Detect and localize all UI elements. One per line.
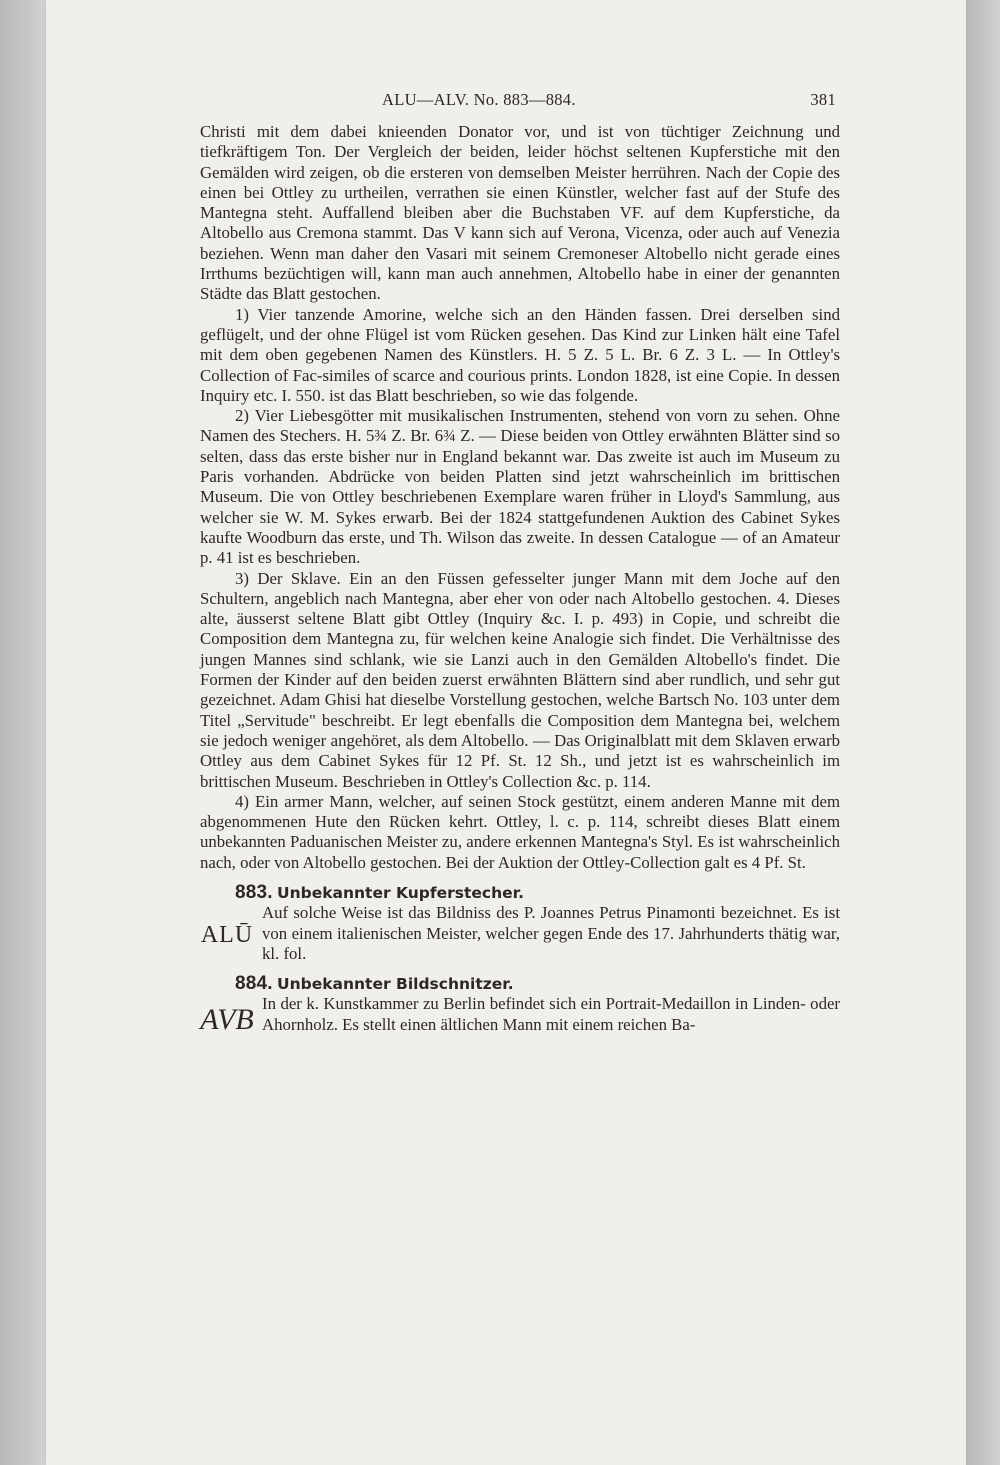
running-head: ALU—ALV. No. 883—884. xyxy=(382,90,576,109)
page-header xyxy=(200,88,840,122)
monogram-avb: AVB xyxy=(200,1003,254,1037)
entry-text: Auf solche Weise ist das Bildniss des P. Joannes Petrus Pinamonti bezeichnet. Es ist von einem italienischen Meister, welcher gegen Ende des 17. Jahrhunderts thätig war, kl. fol. xyxy=(262,903,840,963)
right-page-edge xyxy=(966,0,1000,1465)
entry-heading: Unbekannter Kupferstecher. xyxy=(276,883,524,902)
paragraph-item-4: 4) Ein armer Mann, welcher, auf seinen Stock gestützt, einem anderen Manne mit dem abgenommenen Hute den Rücken kehrt. Ottley, l. c. p. 114, schreibt dieses Blatt einem unbekannten Paduanischen Meister zu, andere erkennen Mantegna's Styl. Es ist wahrscheinlich nach, oder von Altobello gestochen. Bei der Auktion der Ottley-Collection galt es 4 Pf. St. xyxy=(200,791,840,872)
entry-heading: Unbekannter Bildschnitzer. xyxy=(276,975,514,994)
entry-number: 884. xyxy=(235,973,273,995)
entry-883 xyxy=(200,883,840,964)
paragraph-item-3: 3) Der Sklave. Ein an den Füssen gefesselter junger Mann mit dem Joche auf den Schultern, angeblich nach Mantegna, aber eher von oder nach Altobello gestochen. 4. Dieses alte, äusserst seltene Blatt gibt Ottley (Inquiry &c. I. p. 493) in Copie, und schreibt die Composition dem Mantegna zu, für welchen keine Analogie sich findet. Die Verhältnisse des jungen Mannes sind schlank, wie sie Lanzi auch in den Gemälden Altobello's findet. Die Formen der Kinder auf den beiden zuerst erwähnten Blättern sind aber rundlich, und sehr gut gezeichnet. Adam Ghisi hat dieselbe Vorstellung gestochen, welche Bartsch No. 103 unter dem Titel „Servitude" beschreibt. Er legt ebenfalls die Composition dem Mantegna bei, welchem sie jedoch weniger angehöret, als dem Altobello. — Das Originalblatt mit dem Sklaven erwarb Ottley aus dem Cabinet Sykes für 12 Pf. St. 12 Sh., und jetzt ist es wahrscheinlich im brittischen Museum. Beschrieben in Ottley's Collection &c. p. 114. xyxy=(200,568,840,791)
page-text xyxy=(200,88,840,1046)
paragraph-item-2: 2) Vier Liebesgötter mit musikalischen Instrumenten, stehend von vorn zu sehen. Ohne Namen des Stechers. H. 5¾ Z. Br. 6¾ Z. — Diese beiden von Ottley erwähnten Blätter sind so selten, dass das erste bisher nur in England bekannt war. Das zweite ist auch im Museum zu Paris vorhanden. Abdrücke von beiden Platten sind jetzt wahrscheinlich im brittischen Museum. Die von Ottley beschriebenen Exemplare waren früher in Lloyd's Sammlung, aus welcher sie W. M. Sykes erwarb. Bei der 1824 stattgefundenen Auktion des Cabinet Sykes kaufte Woodburn das erste, und Th. Wilson das zweite. In dessen Catalogue — of an Amateur p. 41 ist es beschrieben. xyxy=(200,406,840,568)
page-number: 381 xyxy=(810,90,836,109)
monogram-alu: ALŪ xyxy=(200,922,254,949)
entry-number: 883. xyxy=(235,881,273,903)
paragraph-intro: Christi mit dem dabei knieenden Donator vor, und ist von tüchtiger Zeichnung und tiefkräftigem Ton. Der Vergleich der beiden, leider höchst seltenen Kupferstiche mit den Gemälden wird zeigen, ob die ersteren von demselben Meister herrühren. Nach der Copie des einen bei Ottley zu urtheilen, verrathen sie einen Künstler, welcher fast auf der Stufe des Mantegna steht. Auffallend bleiben aber die Buchstaben VF. auf dem Kupferstiche, da Altobello aus Cremona stammt. Das V kann sich auf Verona, Vicenza, oder auch auf Venezia beziehen. Wenn man daher den Vasari mit seinem Cremoneser Altobello nicht gerade eines Irrthums bezüchtigen will, kann man auch annehmen, Altobello habe in einer der genannten Städte das Blatt gestochen. xyxy=(200,122,840,304)
paragraph-item-1: 1) Vier tanzende Amorine, welche sich an den Händen fassen. Drei derselben sind geflügelt, und der ohne Flügel ist vom Rücken gesehen. Das Kind zur Linken hält eine Tafel mit dem oben gegebenen Namen des Künstlers. H. 5 Z. 5 L. Br. 6 Z. 3 L. — In Ottley's Collection of Fac-similes of scarce and courious prints. London 1828, ist eine Copie. In dessen Inquiry etc. I. 550. ist das Blatt beschrieben, so wie das folgende. xyxy=(200,304,840,405)
entry-text: In der k. Kunstkammer zu Berlin befindet sich ein Portrait-Medaillon in Linden- oder Ahornholz. Es stellt einen ältlichen Mann mit einem reichen Ba- xyxy=(262,994,840,1034)
entry-884 xyxy=(200,974,840,1035)
left-background-strip xyxy=(0,0,46,1465)
